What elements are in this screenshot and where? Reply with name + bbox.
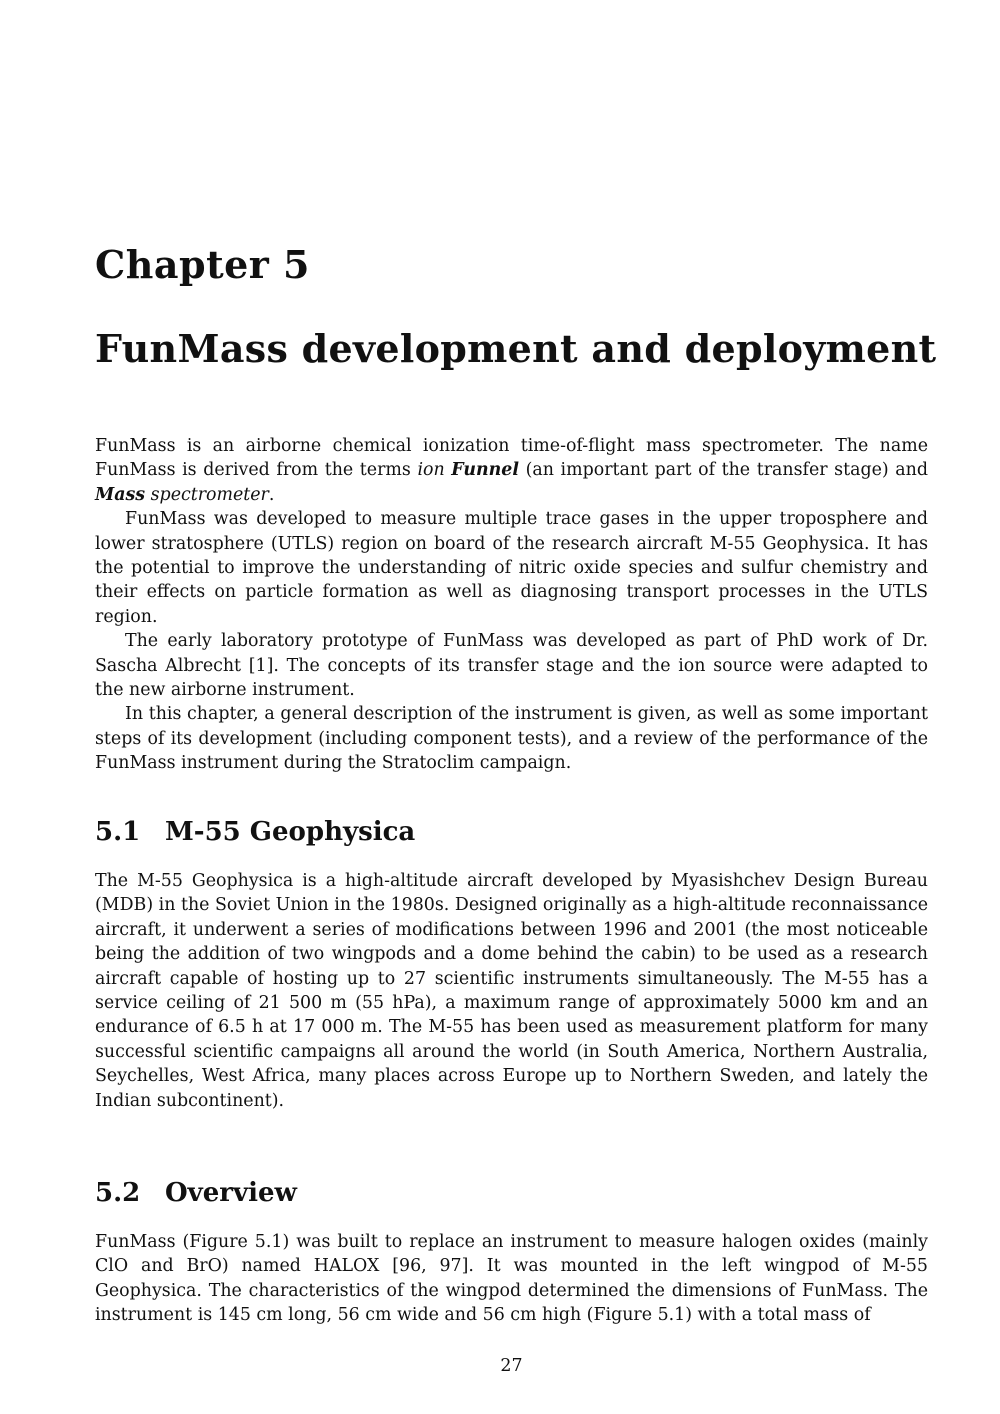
intro-p1-text-d: (an important part of the transfer stage) and [518, 460, 928, 481]
intro-p1-period: . [268, 484, 275, 505]
intro-paragraph-1 [95, 434, 928, 507]
chapter-label: Chapter 5 [95, 242, 310, 287]
section-title: M-55 Geophysica [165, 817, 416, 847]
intro-p1-mass: Mass [95, 484, 146, 505]
section-number: 5.1 [95, 817, 141, 847]
chapter-title: FunMass development and deployment [95, 326, 937, 371]
document-page [95, 0, 937, 1414]
page-number: 27 [500, 1356, 523, 1376]
intro-paragraph-2: FunMass was developed to measure multiple trace gases in the upper troposphere and lower stratosphere (UTLS) region on board of the research aircraft M-55 Geophysica. It has the potential to improve the understanding of nitric oxide species and sulfur chemistry and their effects on particle formation as well as diagnosing transport processes in the UTLS region. [95, 509, 928, 627]
section-5-2-body: FunMass (Figure 5.1) was built to replace an instrument to measure halogen oxides (mainly ClO and BrO) named HALOX [96, 97]. It was mounted in the left wingpod of M-55 Geophysica. The characteristics of the wingpod determined the dimensions of FunMass. The instrument is 145 cm long, 56 cm wide and 56 cm high (Figure 5.1) with a total mass of [95, 1232, 928, 1326]
chapter-intro [95, 434, 928, 776]
intro-paragraph-3: The early laboratory prototype of FunMass was developed as part of PhD work of Dr. Sascha Albrecht [1]. The concepts of its transfer stage and the ion source were adapted to the new airborne instrument. [95, 631, 928, 701]
section-5-1-body: The M-55 Geophysica is a high-altitude aircraft developed by Myasishchev Design Bureau (MDB) in the Soviet Union in the 1980s. Designed originally as a high-altitude reconnaissance aircraft, it underwent a series of modifications between 1996 and 2001 (the most noticeable being the addition of two wingpods and a dome behind the cabin) to be used as a research aircraft capable of hosting up to 27 scientific instruments simultaneously. The M-55 has a service ceiling of 21 500 m (55 hPa), a maximum range of approximately 5000 km and an endurance of 6.5 h at 17 000 m. The M-55 has been used as measurement platform for many successful scientific campaigns all around the world (in South America, Northern Australia, Seychelles, West Africa, many places across Europe up to Northern Sweden, and lately the Indian subcontinent). [95, 871, 928, 1111]
section-title: Overview [165, 1178, 297, 1208]
section-number: 5.2 [95, 1178, 141, 1208]
section-heading-5-2 [95, 1176, 297, 1210]
intro-p1-ion: ion [417, 460, 452, 481]
section-heading-5-1 [95, 815, 415, 849]
intro-p1-funnel: Funnel [451, 460, 519, 481]
intro-paragraph-4: In this chapter, a general description of the instrument is given, as well as some important steps of its development (including component tests), and a review of the performance of the FunMass instrument during the Stratoclim campaign. [95, 704, 928, 774]
intro-p1-text-a: FunMass is an airborne chemical ionization time-of-flight mass spectrometer. The name FunMass is derived from the terms [95, 436, 928, 481]
intro-p1-spectrometer: spectrometer [145, 484, 269, 505]
